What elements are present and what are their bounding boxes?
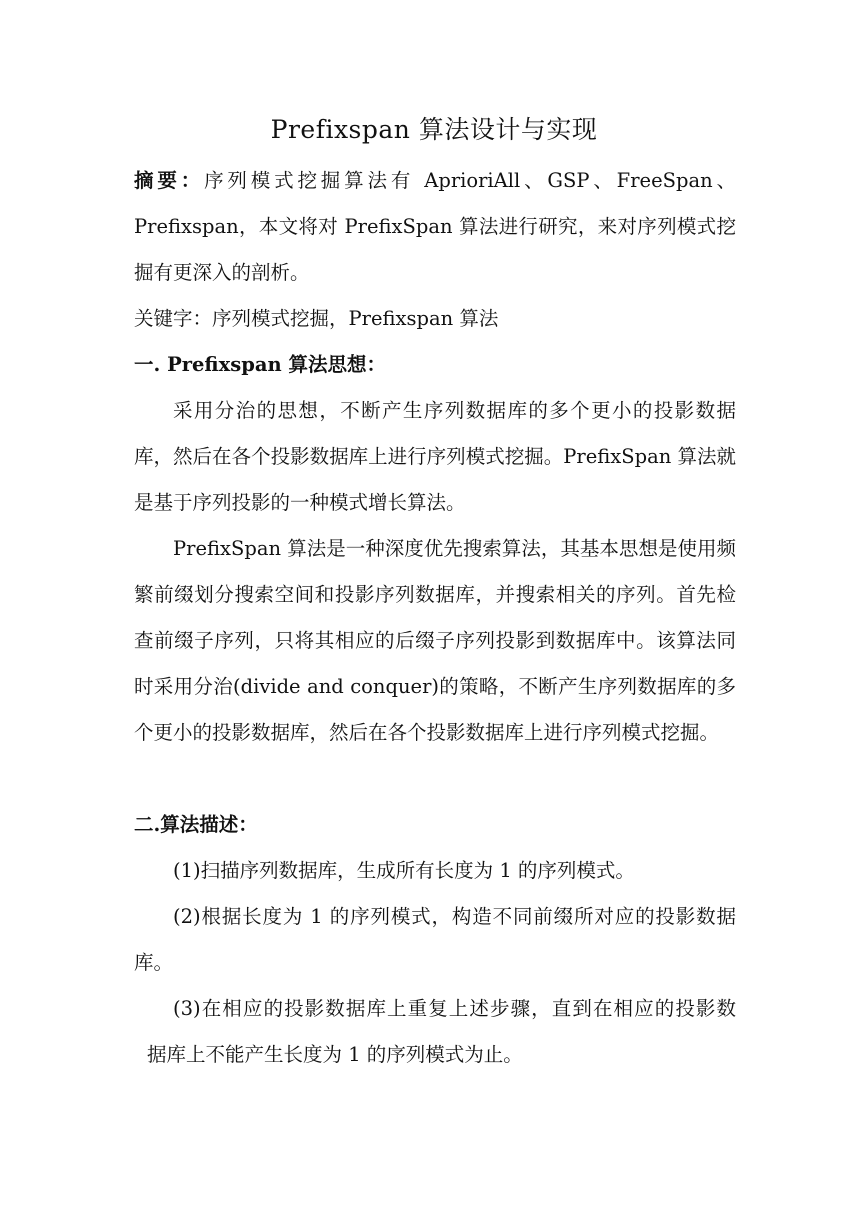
algorithm-step-1: (1)扫描序列数据库，生成所有长度为 1 的序列模式。: [173, 859, 635, 882]
abstract-paragraph: [134, 158, 736, 296]
algorithm-step-3-line-2: 据库上不能产生长度为 1 的序列模式为止。: [147, 1043, 523, 1066]
section1-paragraph-1: 采用分治的思想，不断产生序列数据库的多个更小的投影数据库，然后在各个投影数据库上进行序列模式挖掘。PrefixSpan 算法就是基于序列投影的一种模式增长算法。: [134, 399, 736, 514]
algorithm-step-3: [134, 986, 736, 1078]
keywords-text: 序列模式挖掘，Prefixspan 算法: [212, 307, 499, 330]
document-title: Prefixspan 算法设计与实现: [270, 115, 598, 144]
section2-heading: 二.算法描述：: [134, 813, 258, 836]
keywords-paragraph: [134, 296, 736, 342]
algorithm-step-3-line-1: (3)在相应的投影数据库上重复上述步骤，直到在相应的投影数: [173, 997, 736, 1020]
abstract-label: 摘要：: [134, 169, 205, 192]
abstract-text: 序列模式挖掘算法有 AprioriAll、GSP、FreeSpan、Prefixspan，本文将对 PrefixSpan 算法进行研究，来对序列模式挖掘有更深入的剖析。: [134, 169, 736, 284]
section1-paragraph-2: PrefixSpan 算法是一种深度优先搜索算法，其基本思想是使用频繁前缀划分搜索空间和投影序列数据库，并搜索相关的序列。首先检查前缀子序列，只将其相应的后缀子序列投影到数据库中。该算法同时采用分治(divide and conquer)的策略，不断产生序列数据库的多个更小的投影数据库，然后在各个投影数据库上进行序列模式挖掘。: [134, 537, 736, 744]
algorithm-step-2: (2)根据长度为 1 的序列模式，构造不同前缀所对应的投影数据库。: [134, 905, 736, 974]
keywords-label: 关键字：: [134, 307, 213, 330]
section1-heading: 一. Prefixspan 算法思想：: [134, 353, 386, 376]
